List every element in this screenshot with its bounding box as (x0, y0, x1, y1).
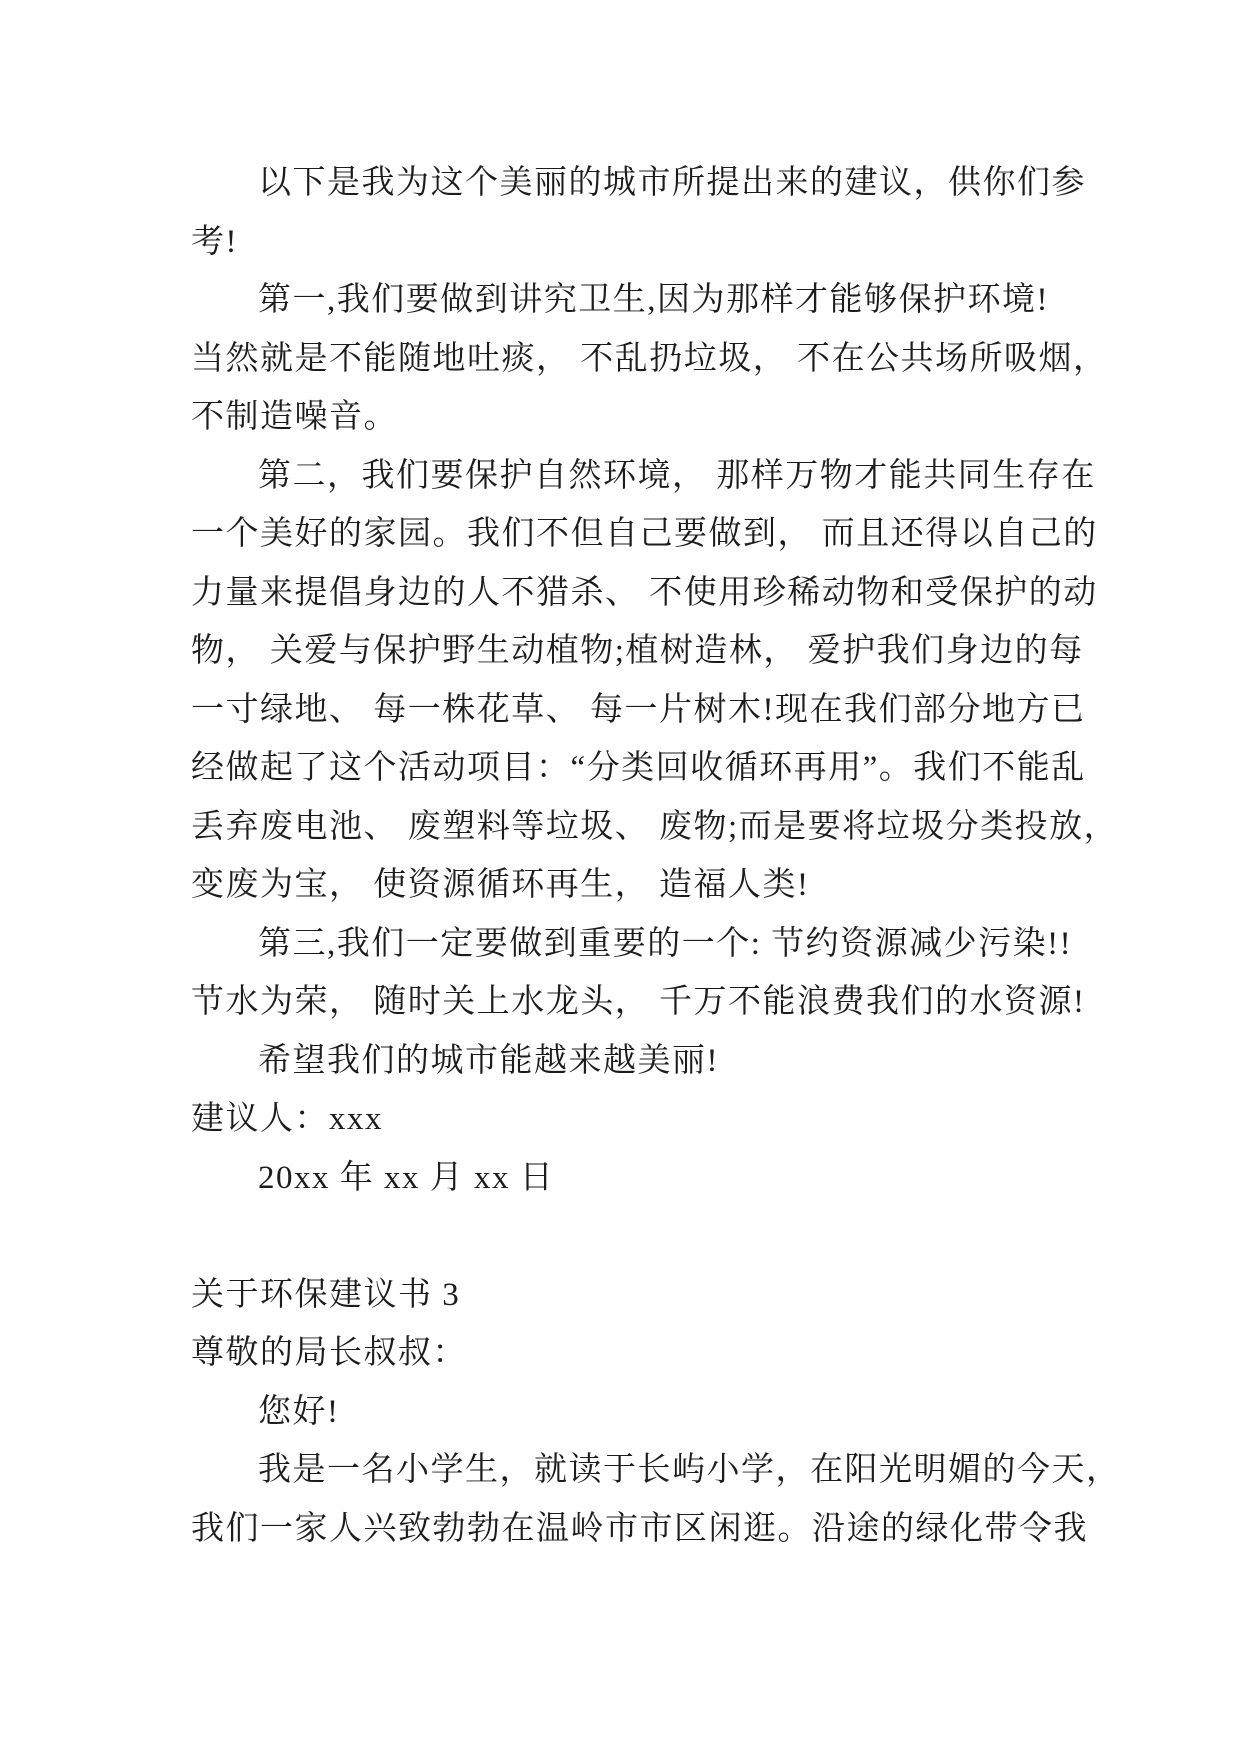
text-line: 您好! (258, 1393, 340, 1430)
document-content (191, 154, 1121, 1558)
text-line: 希望我们的城市能越来越美丽! (258, 1042, 719, 1079)
text-line: 力量来提倡身边的人不猎杀、 不使用珍稀动物和受保护的动 (191, 574, 1098, 611)
text-line: 第一,我们要做到讲究卫生,因为那样才能够保护环境! (258, 282, 1049, 318)
blank-line (191, 1207, 1076, 1266)
text-line: 20xx 年 xx 月 xx 日 (258, 1159, 555, 1196)
text-line: 我们一家人兴致勃勃在温岭市市区闲逛。沿途的绿化带令我 (191, 1510, 1088, 1547)
text-line: 第三,我们一定要做到重要的一个: 节约资源减少污染!! (258, 925, 1073, 962)
text-line: 节水为荣， 随时关上水龙头， 千万不能浪费我们的水资源! (191, 984, 1086, 1020)
text-line: 经做起了这个活动项目：“分类回收循环再用”。我们不能乱 (191, 750, 1086, 786)
text-line: 我是一名小学生，就读于长屿小学，在阳光明媚的今天， (258, 1452, 1121, 1488)
text-line: 丢弃废电池、 废塑料等垃圾、 废物;而是要将垃圾分类投放， (191, 808, 1119, 845)
text-line: 当然就是不能随地吐痰， 不乱扔垃圾， 不在公共场所吸烟， (191, 340, 1108, 377)
text-line: 以下是我为这个美丽的城市所提出来的建议，供你们参 (258, 165, 1086, 201)
text-line: 第二，我们要保护自然环境， 那样万物才能共同生存在 (258, 457, 1096, 494)
text-line: 变废为宝， 使资源循环再生， 造福人类! (191, 867, 810, 903)
text-line: 尊敬的局长叔叔： (191, 1335, 467, 1371)
text-line: 建议人：xxx (191, 1101, 383, 1137)
text-line: 一个美好的家园。我们不但自己要做到， 而且还得以自己的 (191, 516, 1098, 552)
text-line: 考! (191, 223, 238, 260)
text-line: 关于环保建议书 3 (191, 1276, 461, 1313)
text-line: 一寸绿地、 每一株花草、 每一片树木!现在我们部分地方已 (191, 691, 1086, 728)
text-line: 物， 关爱与保护野生动植物;植树造林， 爱护我们身边的每 (191, 633, 1084, 669)
text-line: 不制造噪音。 (191, 399, 398, 435)
